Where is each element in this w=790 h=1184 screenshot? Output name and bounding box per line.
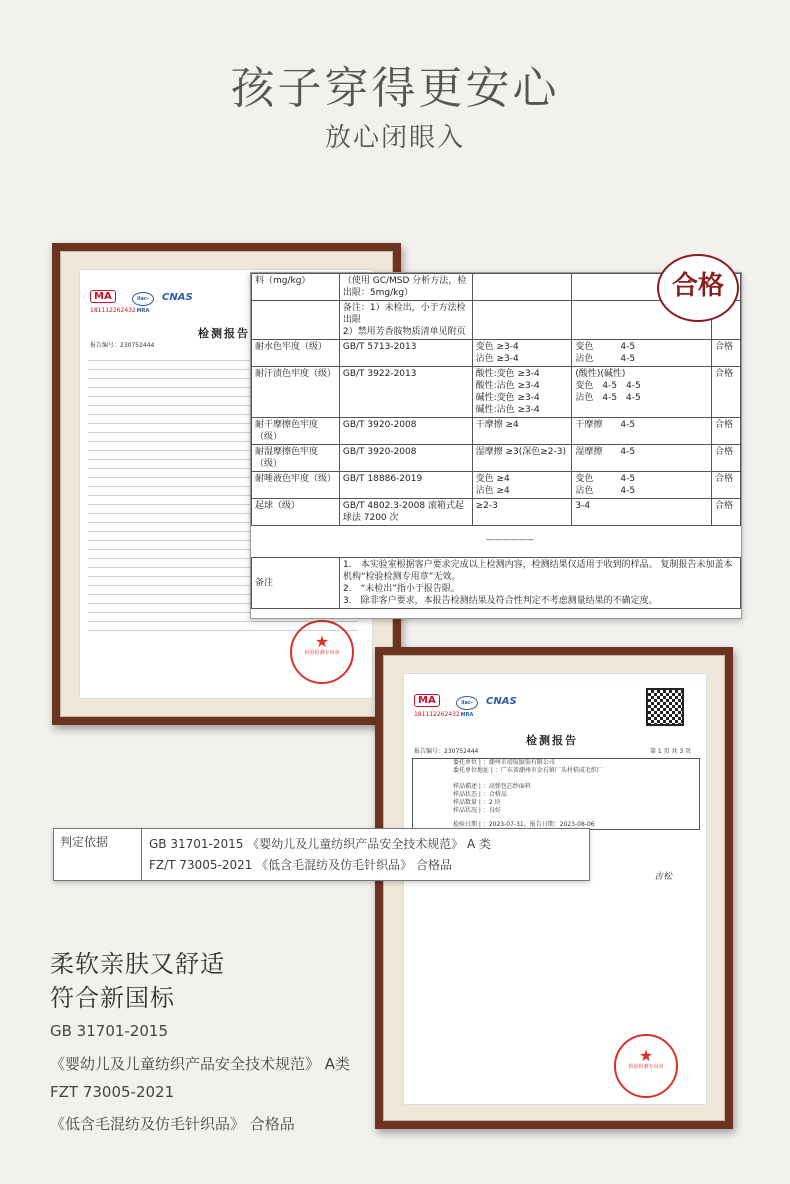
table-row (252, 472, 741, 499)
table-cell-item: 耐干摩擦色牢度（级） (252, 418, 340, 445)
report-title: 检测报告 (198, 327, 250, 340)
basis-line-1: GB 31701-2015 《婴幼儿及儿童纺织产品安全技术规范》 A 类 (149, 837, 492, 851)
table-cell-judge: 合格 (712, 499, 741, 526)
ma-number: 181112262432 (90, 307, 136, 314)
table-cell-req: 湿摩擦 4-5 (572, 445, 712, 472)
ma-logo: MA (90, 290, 116, 303)
results-table-card (250, 272, 742, 619)
table-cell-method: GB/T 18886-2019 (339, 472, 472, 499)
standard-3: FZT 73005-2021 (50, 1083, 175, 1101)
table-cell-item: 料（mg/kg） (252, 274, 340, 301)
table-cell-result (472, 274, 572, 301)
table-cell-method: GB/T 3920-2008 (339, 445, 472, 472)
table-row (252, 418, 741, 445)
table-cell-judge: 合格 (712, 418, 741, 445)
feature-line-2: 符合新国标 (50, 984, 175, 1012)
table-cell-result: 变色 ≥3-4 沾色 ≥3-4 (472, 340, 572, 367)
table-cell-req: 变色 4-5 沾色 4-5 (572, 472, 712, 499)
table-cell-judge: 合格 (712, 445, 741, 472)
table-row (252, 340, 741, 367)
table-cell-result: 湿摩擦 ≥3(深色≥2-3) (472, 445, 572, 472)
standard-2: 《婴幼儿及儿童纺织产品安全技术规范》 A类 (50, 1055, 351, 1073)
basis-label: 判定依据 (54, 829, 142, 880)
table-cell-item: 耐汗渍色牢度（级） (252, 367, 340, 418)
table-cell-result: 酸性:变色 ≥3-4 酸性:沾色 ≥3-4 碱性:变色 ≥3-4 碱性:沾色 ≥3-4 (472, 367, 572, 418)
note-3: 3. 除非客户要求，本报告检测结果及符合性判定不考虑测量结果的不确定度。 (343, 596, 658, 606)
table-cell-method: GB/T 3920-2008 (339, 418, 472, 445)
table-cell-req: 干摩擦 4-5 (572, 418, 712, 445)
qr-code-icon (646, 688, 684, 726)
table-cell-judge: 合格 (712, 367, 741, 418)
report-title: 检测报告 (526, 734, 578, 747)
note-1: 1. 本实验室根据客户要求完成以上检测内容，检测结果仅适用于收到的样品。 复制报告未加盖本机构“检验检测专用章”无效。 (343, 560, 733, 582)
standard-4: 《低含毛混纺及仿毛针织品》 合格品 (50, 1115, 295, 1133)
standard-1: GB 31701-2015 (50, 1022, 168, 1040)
ma-logo: MA (414, 694, 440, 707)
seal-stamp: ★ 检验检测专用章 (614, 1034, 678, 1098)
table-cell-method: GB/T 3922-2013 (339, 367, 472, 418)
seal-stamp: ★ 检验检测专用章 (290, 620, 354, 684)
report-info-table: 委托单位 | ：潮州市靖航服饰有限公司 委托单位地址 | ：广东省潮州市金石镇厂头村桔成毛织厂 样品描述 | ：高弹包芯纱面料 样品状态 | ：合格品 样品数量 | ：2 块 样品状况 | ：良好 检验日期 | ：2023-07-31。报告日期：2023-08-06 (412, 758, 700, 830)
notes-content (340, 558, 741, 609)
table-cell-judge: 合格 (712, 340, 741, 367)
table-cell-item: 耐湿摩擦色牢度（级） (252, 445, 340, 472)
report-number: 报告编号：230752444 (414, 748, 479, 755)
page-title: 孩子穿得更安心 (230, 63, 560, 114)
report-number: 报告编号：230752444 (90, 342, 155, 349)
notes-table (251, 557, 741, 609)
notes-label: 备注 (252, 558, 340, 609)
table-row (252, 367, 741, 418)
table-cell-method: （使用 GC/MSD 分析方法，检出限：5mg/kg） (339, 274, 472, 301)
table-separator: —————— (486, 535, 534, 544)
table-cell-method: 备注：1）未检出，小于方法检出限 2）禁用芳香胺物质清单见附页 (339, 301, 472, 340)
basis-line-2: FZ/T 73005-2021 《低含毛混纺及仿毛针织品》 合格品 (149, 858, 452, 872)
report-paper-2 (403, 673, 707, 1105)
page-subtitle: 放心闭眼入 (324, 123, 465, 153)
table-cell-result (472, 301, 572, 340)
cnas-logo: CNAS (162, 292, 193, 303)
table-cell-req: (酸性)(碱性) 变色 4-5 4-5 沾色 4-5 4-5 (572, 367, 712, 418)
table-cell-result: ≥2-3 (472, 499, 572, 526)
ilac-logo: ilac-MRA (132, 292, 154, 306)
table-cell-item (252, 301, 340, 340)
judgment-basis-box (53, 828, 590, 881)
table-cell-req: 3-4 (572, 499, 712, 526)
table-cell-result: 变色 ≥4 沾色 ≥4 (472, 472, 572, 499)
signature: 吉松 (654, 872, 673, 882)
table-cell-req: 变色 4-5 沾色 4-5 (572, 340, 712, 367)
certificate-frame-2 (375, 647, 733, 1129)
pass-badge: 合格 (657, 254, 739, 322)
table-cell-judge: 合格 (712, 472, 741, 499)
table-cell-item: 耐唾液色牢度（级） (252, 472, 340, 499)
cnas-logo: CNAS (486, 696, 517, 707)
ilac-logo: ilac-MRA (456, 696, 478, 710)
table-cell-method: GB/T 5713-2013 (339, 340, 472, 367)
note-2: 2. “未检出”指小于报告限。 (343, 584, 460, 594)
table-row (252, 499, 741, 526)
ma-number: 181112262432 (414, 711, 460, 718)
feature-line-1: 柔软亲肤又舒适 (50, 950, 225, 978)
table-cell-method: GB/T 4802.3-2008 滚箱式起球法 7200 次 (339, 499, 472, 526)
table-cell-result: 干摩擦 ≥4 (472, 418, 572, 445)
table-row (252, 445, 741, 472)
page-info: 第 1 页 共 3 页 (650, 748, 692, 755)
table-cell-item: 起球（级） (252, 499, 340, 526)
table-cell-item: 耐水色牢度（级） (252, 340, 340, 367)
